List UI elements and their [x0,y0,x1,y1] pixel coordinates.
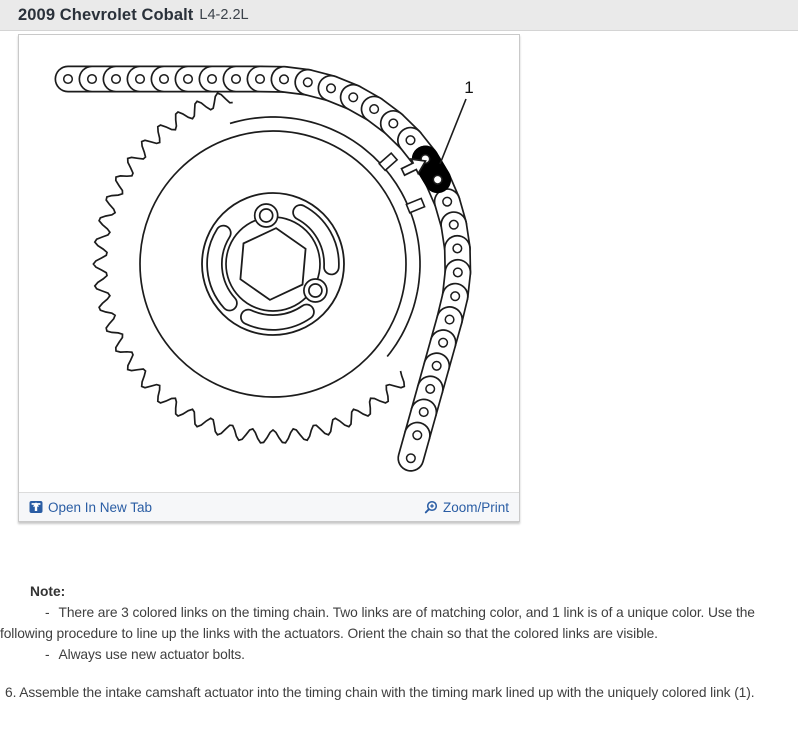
note-heading: Note: [30,584,66,599]
viewer-toolbar [19,492,519,521]
note-bullet-1 [0,602,796,644]
engine-spec: L4-2.2L [199,7,249,23]
timing-chain-diagram [19,35,519,492]
image-viewer-panel [18,34,520,522]
bullet-marker: - [45,605,50,620]
zoom-print-label: Zoom/Print [442,499,509,515]
zoom-print-link[interactable] [423,500,509,515]
vehicle-header [0,0,798,31]
note-bullet-1-text: There are 3 colored links on the timing chain. Two links are of matching color, and 1 link is of a unique color. Use the following procedure to line up the links with the actuators. Orient the chain so that the colored links are visible. [0,605,755,641]
callout-label-1: 1 [464,78,474,97]
callout-leader-line [440,99,466,164]
open-in-new-tab-label: Open In New Tab [48,499,153,515]
open-in-new-tab-icon [29,500,43,514]
vehicle-title: 2009 Chevrolet Cobalt [18,5,194,24]
note-bullet-2-text: Always use new actuator bolts. [58,647,245,662]
diagram-linework [64,75,462,463]
diagram-canvas [19,35,519,492]
bullet-marker: - [45,647,50,662]
procedure-step-6: 6. Assemble the intake camshaft actuator into the timing chain with the timing mark lined up with the uniquely colored link (1). [5,685,755,700]
note-bullet-2 [0,644,796,665]
zoom-magnifier-icon [423,500,438,515]
notes-section [0,581,798,665]
open-in-new-tab-link[interactable] [29,500,152,515]
